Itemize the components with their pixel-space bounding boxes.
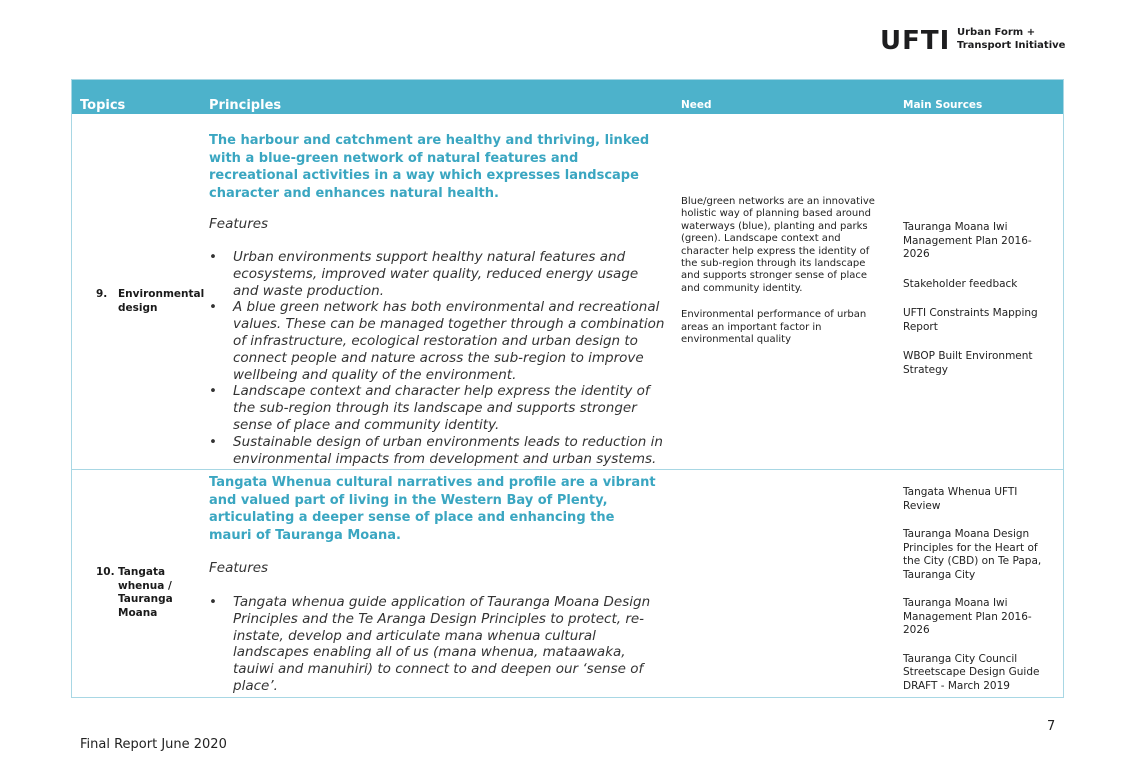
row-9-sources: [903, 221, 1055, 393]
row-9-principle: The harbour and catchment are healthy and thriving, linked with a blue-green network of natural features and recreational activities in a way which expresses landscape character and enhances natural health.: [209, 133, 650, 201]
row-9-number: 9.: [96, 288, 108, 300]
row-9-topic: [96, 288, 206, 318]
header-principles: Principles: [209, 98, 282, 113]
list-item: • Tangata whenua guide application of Tauranga Moana Design Principles and the Te Aranga Design Principles to protect, re-instate, develop and articulate mana whenua cultural landscapes enabling all of us (mana whenua, mataawaka, tauiwi and manuhiri) to connect to and deepen our ‘sense of place’.: [209, 594, 665, 695]
row-9-topic-text: Environmental design: [118, 288, 205, 314]
header-need: Need: [681, 99, 712, 111]
row-10-principle: Tangata Whenua cultural narratives and profile are a vibrant and valued part of living in the Western Bay of Plenty, articulating a deeper sense of place and enhancing the mauri of Tauranga Moana.: [209, 475, 656, 543]
list-item: • Sustainable design of urban environments leads to reduction in environmental impacts from development and urban systems.: [209, 434, 665, 468]
logo-tagline-line-2: Transport Initiative: [957, 39, 1066, 51]
principles-table: [71, 79, 1064, 698]
row-divider: [72, 469, 1063, 470]
row-10-sources: [903, 486, 1055, 708]
source-item: UFTI Constraints Mapping Report: [903, 307, 1038, 333]
row-10-feature-list: [209, 594, 665, 695]
source-item: WBOP Built Environment Strategy: [903, 350, 1033, 376]
row-10-topic: [96, 566, 206, 624]
source-item: Tauranga City Council Streetscape Design Guide DRAFT - March 2019: [903, 652, 1040, 692]
source-item: Tauranga Moana Iwi Management Plan 2016-2026: [903, 221, 1032, 260]
row-9-features-label: Features: [209, 216, 269, 232]
header-main-sources: Main Sources: [903, 99, 983, 111]
list-item: • A blue green network has both environmental and recreational values. These can be managed together through a combination of infrastructure, ecological restoration and urban design to connect people and nature across the sub-region to improve wellbeing and quality of the environment.: [209, 299, 665, 383]
source-item: Tauranga Moana Design Principles for the Heart of the City (CBD) on Te Papa, Tauranga City: [903, 528, 1042, 581]
row-9-need: [681, 196, 885, 360]
logo-tagline-line-1: Urban Form +: [957, 27, 1036, 38]
row-10-features-label: Features: [209, 560, 269, 576]
footer-report-date: Final Report June 2020: [80, 737, 227, 752]
source-item: Tauranga Moana Iwi Management Plan 2016-2026: [903, 597, 1032, 636]
source-item: Tangata Whenua UFTI Review: [903, 486, 1018, 512]
logo-wordmark: UFTI: [880, 26, 951, 56]
ufti-logo: [880, 26, 1066, 58]
list-item: • Urban environments support healthy natural features and ecosystems, improved water quality, reduced energy usage and waste production.: [209, 249, 665, 299]
list-item: • Landscape context and character help express the identity of the sub-region through its landscape and supports stronger sense of place and community identity.: [209, 383, 665, 433]
need-paragraph: Environmental performance of urban areas an important factor in environmental quality: [681, 309, 867, 346]
row-10-number: 10.: [96, 566, 115, 578]
header-topics: Topics: [80, 98, 126, 113]
row-9-feature-list: [209, 249, 665, 467]
source-item: Stakeholder feedback: [903, 277, 1018, 290]
page-number: 7: [1047, 719, 1056, 734]
need-paragraph: Blue/green networks are an innovative holistic way of planning based around waterways (blue), planting and parks (green). Landscape context and character help express the identity of the sub-region through its landscape and supports stronger sense of place and community identity.: [681, 196, 875, 294]
table-header: [72, 80, 1063, 114]
logo-tagline: [957, 27, 1067, 52]
row-10-topic-text: Tangata whenua / Tauranga Moana: [118, 566, 173, 619]
